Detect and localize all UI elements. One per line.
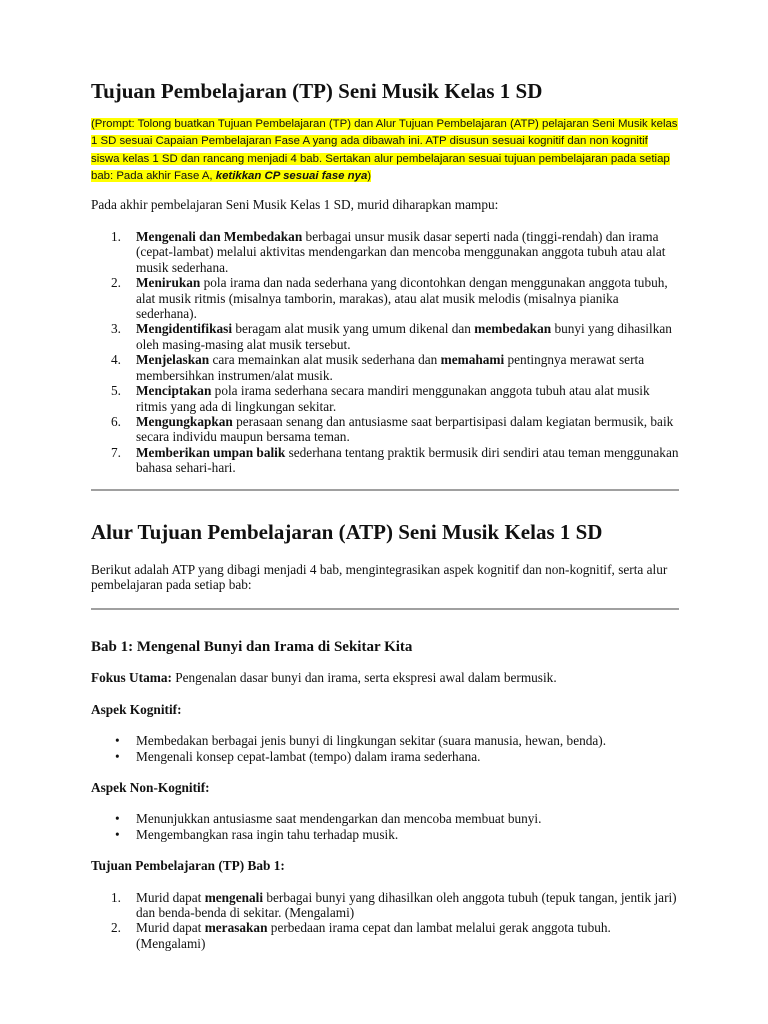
list-item-text: Mengenali konsep cepat-lambat (tempo) dalam irama sederhana. [136, 748, 481, 764]
bullet-icon: • [115, 811, 120, 827]
tp-item-text: pola irama dan nada sederhana yang dicontohkan dengan menggunakan anggota tubuh, alat musik ritmis (misalnya tamborin, marakas), atau alat musik melodis (misalnya pianika sederhana). [136, 275, 668, 322]
list-number: 2. [111, 275, 121, 291]
tp-list-item [91, 890, 679, 921]
tp-item-keyword: mengenali [204, 889, 264, 905]
list-item [91, 749, 679, 764]
focus-text: Pengenalan dasar bunyi dan irama, serta ekspresi awal dalam bermusik. [171, 670, 557, 686]
tp-item-text: pentingnya merawat serta membersihkan instrumen/alat musik. [136, 352, 645, 383]
tp-list-item [91, 321, 679, 352]
prompt-close: ) [367, 170, 372, 183]
list-number: 4. [111, 352, 121, 368]
tp-item-text: Murid dapat [136, 920, 205, 936]
tp-title: Tujuan Pembelajaran (TP) Seni Musik Kelas 1 SD [91, 79, 543, 103]
document-body [91, 78, 679, 951]
tp-item-keyword: membedakan [474, 321, 552, 337]
list-number: 1. [111, 889, 121, 905]
prompt-paragraph [91, 116, 679, 186]
tp-item-keyword: Memberikan umpan balik [136, 444, 286, 460]
tp-item-keyword: Mengidentifikasi [136, 321, 233, 337]
tp-list-item [91, 445, 679, 476]
tp-list-item [91, 414, 679, 445]
atp-title: Alur Tujuan Pembelajaran (ATP) Seni Musik Kelas 1 SD [91, 519, 603, 544]
focus-label: Fokus Utama: [91, 670, 172, 686]
list-item [91, 811, 679, 826]
tp-item-text: berbagai unsur musik dasar seperti nada (tinggi-rendah) dan irama (cepat-lambat) melalui aktivitas mendengarkan dan mencoba menggunakan anggota tubuh atau alat musik sederhana. [136, 229, 666, 275]
prompt-emphasis: ketikkan CP sesuai fase nya [215, 170, 368, 183]
kognitif-list [91, 733, 679, 764]
nonkognitif-heading: Aspek Non-Kognitif: [91, 779, 210, 795]
tp-item-text: beragam alat musik yang umum dikenal dan [232, 321, 475, 337]
bullet-icon: • [115, 826, 120, 842]
bab1-tp-heading: Tujuan Pembelajaran (TP) Bab 1: [91, 858, 285, 874]
bullet-icon: • [115, 733, 120, 749]
tp-item-keyword: merasakan [204, 920, 268, 936]
list-item-text: Membedakan berbagai jenis bunyi di lingkungan sekitar (suara manusia, hewan, benda). [136, 733, 607, 749]
tp-item-text: Murid dapat [136, 889, 205, 905]
tp-item-text: perbedaan irama cepat dan lambat melalui gerak anggota tubuh. (Mengalami) [136, 920, 611, 951]
tp-list-item [91, 383, 679, 414]
tp-list [91, 229, 679, 476]
kognitif-heading: Aspek Kognitif: [91, 701, 182, 717]
list-number: 3. [111, 321, 121, 337]
tp-list-item [91, 920, 679, 951]
tp-item-text: pola irama sederhana secara mandiri menggunakan anggota tubuh atau alat musik ritmis yang ada di lingkungan sekitar. [136, 383, 650, 414]
section-divider [91, 608, 679, 610]
tp-item-keyword: Menciptakan [136, 383, 212, 399]
tp-item-text: cara memainkan alat musik sederhana dan [209, 352, 441, 368]
tp-intro: Pada akhir pembelajaran Seni Musik Kelas 1 SD, murid diharapkan mampu: [91, 196, 499, 212]
tp-item-keyword: Mengenali dan Membedakan [136, 229, 303, 245]
atp-intro: Berikut adalah ATP yang dibagi menjadi 4 bab, mengintegrasikan aspek kognitif dan non-kognitif, serta alur pembelajaran pada setiap bab: [91, 561, 668, 592]
list-item [91, 827, 679, 842]
tp-item-keyword: memahami [440, 352, 505, 368]
prompt-highlight-text: (Prompt: Tolong buatkan Tujuan Pembelajaran (TP) dan Alur Tujuan Pembelajaran (ATP) pelajaran Seni Musik kelas 1 SD sesuai Capaian Pembelajaran Fase A yang ada dibawah ini. ATP disusun sesuai kognitif dan non kognitif siswa kelas 1 SD dan rancang menjadi 4 bab. Sertakan alur pembelajaran sesuai tujuan pembelajaran pada setiap bab: Pada akhir Fase A, [91, 118, 678, 183]
tp-list-item [91, 275, 679, 321]
bab1-tp-list [91, 890, 679, 952]
bab1-heading: Bab 1: Mengenal Bunyi dan Irama di Sekitar Kita [91, 639, 413, 656]
tp-item-text: berbagai bunyi yang dihasilkan oleh anggota tubuh (tepuk tangan, jentik jari) dan benda-benda di sekitar. (Mengalami) [136, 889, 677, 920]
list-item-text: Mengembangkan rasa ingin tahu terhadap musik. [136, 826, 399, 842]
list-number: 7. [111, 444, 121, 460]
section-divider [91, 489, 679, 491]
list-number: 5. [111, 383, 121, 399]
list-item-text: Menunjukkan antusiasme saat mendengarkan dan mencoba membuat bunyi. [136, 811, 542, 827]
tp-item-text: sederhana tentang praktik bermusik diri sendiri atau teman menggunakan bahasa sehari-hari. [136, 444, 679, 476]
bab1-focus [91, 670, 679, 685]
tp-item-keyword: Menjelaskan [136, 352, 210, 368]
list-item [91, 733, 679, 748]
tp-list-item [91, 352, 679, 383]
bullet-icon: • [115, 748, 120, 764]
list-number: 6. [111, 413, 121, 429]
tp-item-text: perasaan senang dan antusiasme saat berpartisipasi dalam kegiatan bermusik, baik secara individu maupun bersama teman. [136, 413, 674, 445]
tp-list-item [91, 229, 679, 275]
nonkognitif-list [91, 811, 679, 842]
tp-item-keyword: Mengungkapkan [136, 413, 233, 429]
list-number: 1. [111, 229, 121, 245]
list-number: 2. [111, 920, 121, 936]
tp-item-keyword: Menirukan [136, 275, 201, 291]
tp-item-text: bunyi yang dihasilkan oleh masing-masing alat musik tersebut. [136, 321, 672, 352]
